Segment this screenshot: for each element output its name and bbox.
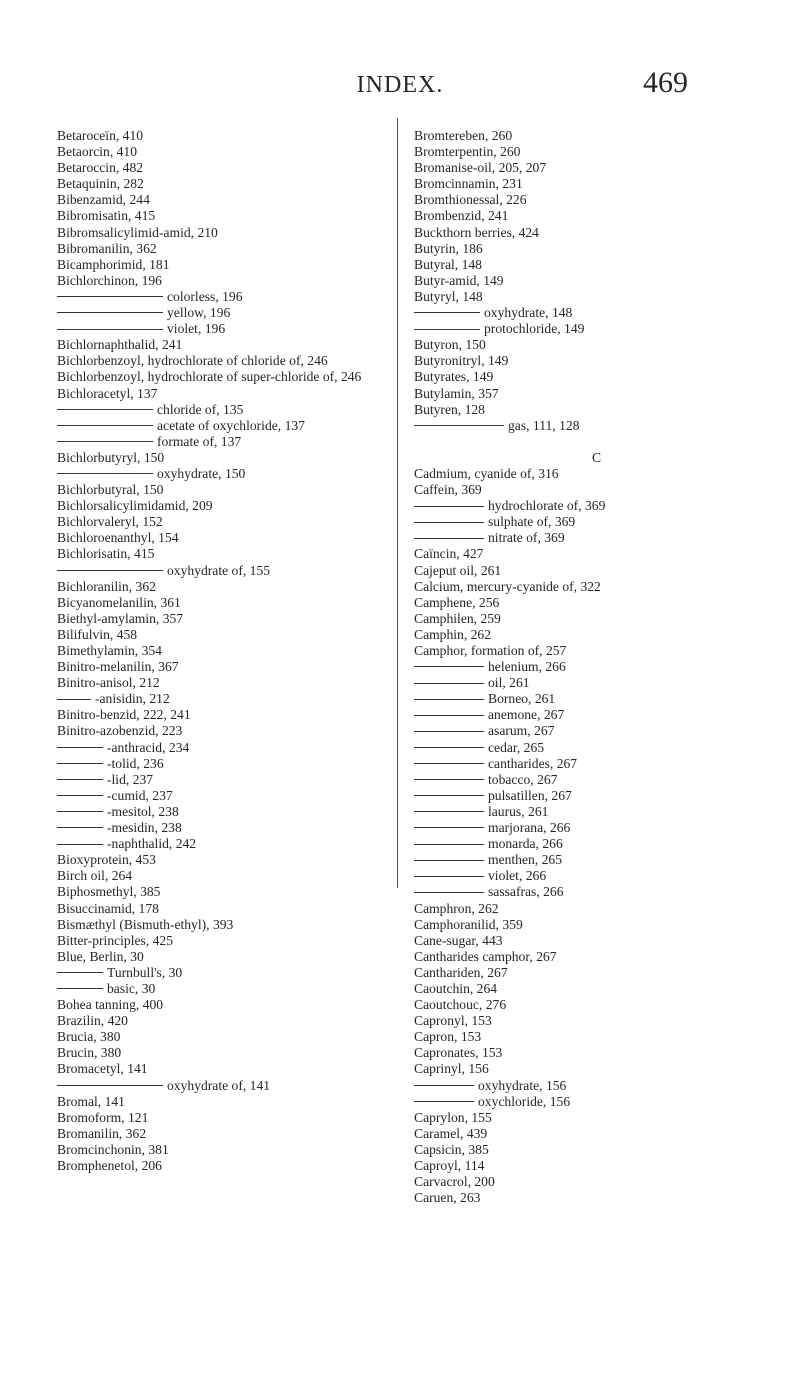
column-divider [397, 118, 398, 888]
ditto-dash [414, 666, 484, 667]
index-entry: Cantharides camphor, 267 [414, 948, 557, 964]
index-entry: Bichlorsalicylimidamid, 209 [57, 498, 213, 514]
ditto-dash [57, 972, 103, 973]
subentry-text: chloride of, 135 [157, 401, 244, 417]
index-subentry [57, 305, 397, 321]
index-entry: Binitro-benzid, 222, 241 [57, 707, 191, 723]
ditto-dash [57, 1085, 163, 1086]
index-entry: Butyr-amid, 149 [414, 272, 504, 288]
index-entry: Bohea tanning, 400 [57, 997, 164, 1013]
index-subentry [57, 772, 397, 788]
index-subentry [414, 852, 779, 868]
subentry-text: marjorana, 266 [488, 820, 571, 836]
index-entry: Capron, 153 [414, 1029, 482, 1045]
subentry-text: acetate of oxychloride, 137 [157, 417, 305, 433]
ditto-dash [414, 876, 484, 877]
ditto-dash [57, 811, 103, 812]
index-column-left [57, 128, 397, 1174]
subentry-text: oxyhydrate, 148 [484, 305, 573, 321]
index-subentry [414, 804, 779, 820]
subentry-text: colorless, 196 [167, 288, 243, 304]
index-entry: Bicamphorimid, 181 [57, 256, 170, 272]
section-letter: C [591, 449, 602, 465]
ditto-dash [57, 409, 153, 410]
index-entry: Bichloranilin, 362 [57, 578, 156, 594]
ditto-dash [414, 795, 484, 796]
index-subentry [57, 434, 397, 450]
ditto-dash [414, 1085, 474, 1086]
subentry-text: asarum, 267 [488, 723, 555, 739]
index-entry: Butyral, 148 [414, 256, 482, 272]
index-subentry [57, 740, 397, 756]
index-subentry [414, 418, 779, 434]
index-entry: Butyron, 150 [414, 337, 486, 353]
index-entry: Bichlorchinon, 196 [57, 272, 162, 288]
subentry-text: -tolid, 236 [107, 755, 164, 771]
index-subentry [57, 289, 397, 305]
index-subentry [414, 820, 779, 836]
index-entry: Birch oil, 264 [57, 868, 133, 884]
subentry-text: sassafras, 266 [488, 884, 564, 900]
index-entry: Bromphenetol, 206 [57, 1158, 162, 1173]
index-entry: Butyren, 128 [414, 401, 485, 417]
index-subentry [414, 788, 779, 804]
index-entry: Camphor, formation of, 257 [414, 643, 567, 658]
index-entry: Caoutchouc, 276 [414, 997, 507, 1013]
index-subentry [57, 804, 397, 820]
index-subentry [57, 402, 397, 418]
ditto-dash [414, 538, 484, 539]
page-number: 469 [643, 66, 688, 99]
index-entry: Caproyl, 114 [414, 1158, 485, 1173]
index-subentry [414, 836, 779, 852]
index-entry: Brucia, 380 [57, 1029, 121, 1045]
index-entry: Capronyl, 153 [414, 1013, 492, 1029]
subentry-text: -anisidin, 212 [95, 691, 170, 707]
subentry-text: tobacco, 267 [488, 771, 558, 787]
subentry-text: monarda, 266 [488, 836, 563, 852]
index-entry: Bromcinnamin, 231 [414, 176, 523, 192]
ditto-dash [414, 425, 504, 426]
index-entry: Butyrates, 149 [414, 369, 494, 385]
index-entry: Brucin, 380 [57, 1045, 122, 1061]
subentry-text: anemone, 267 [488, 707, 565, 723]
index-subentry [57, 1078, 397, 1094]
index-entry: Bichloroenanthyl, 154 [57, 530, 179, 546]
ditto-dash [414, 506, 484, 507]
index-subentry [57, 836, 397, 852]
subentry-text: cantharides, 267 [488, 755, 578, 771]
ditto-dash [414, 699, 484, 700]
ditto-dash [57, 763, 103, 764]
subentry-text: oxyhydrate of, 155 [167, 562, 271, 578]
index-subentry [414, 675, 779, 691]
index-entry: Brazilin, 420 [57, 1013, 128, 1029]
index-entry: Caoutchin, 264 [414, 980, 498, 996]
index-entry: Butyryl, 148 [414, 288, 483, 304]
index-entry: Cajeput oil, 261 [414, 562, 502, 578]
subentry-text: Borneo, 261 [488, 691, 556, 707]
ditto-dash [57, 312, 163, 313]
index-entry: Binitro-azobenzid, 223 [57, 723, 183, 739]
index-entry: Carvacrol, 200 [414, 1174, 495, 1190]
index-entry: Betaroccin, 482 [57, 160, 144, 176]
subentry-text: sulphate of, 369 [488, 514, 576, 530]
subentry-text: yellow, 196 [167, 305, 231, 321]
index-entry: Caffein, 369 [414, 482, 482, 498]
index-entry: Caprylon, 155 [414, 1109, 492, 1125]
ditto-dash [57, 473, 153, 474]
subentry-text: oxyhydrate, 156 [478, 1077, 567, 1093]
subentry-text: Turnbull's, 30 [107, 964, 183, 980]
index-entry: Bichlorbutyral, 150 [57, 482, 164, 498]
subentry-text: violet, 266 [488, 868, 547, 884]
subentry-text: gas, 111, 128 [508, 417, 580, 433]
ditto-dash [414, 312, 480, 313]
subentry-text: pulsatillen, 267 [488, 787, 572, 803]
ditto-dash [414, 715, 484, 716]
ditto-dash [414, 827, 484, 828]
subentry-text: violet, 196 [167, 321, 226, 337]
ditto-dash [57, 795, 103, 796]
subentry-text: menthen, 265 [488, 852, 562, 868]
index-entry: Capsicin, 385 [414, 1141, 489, 1157]
index-entry: Bromal, 141 [57, 1093, 125, 1109]
ditto-dash [57, 747, 103, 748]
index-subentry [414, 772, 779, 788]
subentry-text: oxyhydrate of, 141 [167, 1077, 271, 1093]
ditto-dash [414, 811, 484, 812]
ditto-dash [414, 329, 480, 330]
ditto-dash [414, 860, 484, 861]
ditto-dash [57, 425, 153, 426]
subentry-text: oxyhydrate, 150 [157, 465, 246, 481]
subentry-text: oxychloride, 156 [478, 1093, 571, 1109]
index-subentry [414, 514, 779, 530]
index-entry: Bichlorbenzoyl, hydrochlorate of chloride of, 246 [57, 353, 328, 369]
index-entry: Bichlornaphthalid, 241 [57, 337, 183, 353]
index-subentry [414, 498, 779, 514]
index-entry: Camphin, 262 [414, 626, 492, 642]
index-entry: Bichlorbenzoyl, hydrochlorate of super-chloride of, 246 [57, 369, 362, 385]
ditto-dash [414, 844, 484, 845]
index-subentry [57, 321, 397, 337]
index-entry: Caruen, 263 [414, 1190, 481, 1206]
index-subentry [57, 965, 397, 981]
index-entry: Bromanilin, 362 [57, 1125, 147, 1141]
ditto-dash [57, 296, 163, 297]
subentry-text: -naphthalid, 242 [107, 836, 197, 852]
ditto-dash [414, 522, 484, 523]
index-entry: Betaorcin, 410 [57, 144, 138, 160]
index-entry: Camphron, 262 [414, 900, 499, 916]
index-entry: Bibenzamid, 244 [57, 192, 150, 208]
index-subentry [414, 530, 779, 546]
ditto-dash [57, 844, 103, 845]
ditto-dash [57, 329, 163, 330]
index-entry: Canthariden, 267 [414, 964, 508, 980]
index-entry: Betaroceïn, 410 [57, 128, 144, 143]
index-subentry [414, 321, 779, 337]
index-entry: Caprinyl, 156 [414, 1061, 489, 1077]
subentry-text: -anthracid, 234 [107, 739, 190, 755]
index-entry: Camphene, 256 [414, 594, 500, 610]
ditto-dash [57, 699, 91, 700]
index-entry: Biethyl-amylamin, 357 [57, 610, 184, 626]
ditto-dash [414, 747, 484, 748]
index-entry: Bromtereben, 260 [414, 128, 513, 143]
index-subentry [414, 756, 779, 772]
index-subentry [57, 981, 397, 997]
ditto-dash [414, 892, 484, 893]
subentry-text: -cumid, 237 [107, 787, 173, 803]
index-entry: Bichlorbutyryl, 150 [57, 449, 165, 465]
ditto-dash [57, 570, 163, 571]
index-subentry [57, 691, 397, 707]
blank-line [414, 434, 779, 450]
subentry-text: cedar, 265 [488, 739, 545, 755]
index-subentry [414, 659, 779, 675]
index-subentry [57, 466, 397, 482]
index-entry: Betaquinin, 282 [57, 176, 144, 192]
index-entry: Camphoranilid, 359 [414, 916, 523, 932]
index-entry: Bromanise-oil, 205, 207 [414, 160, 547, 176]
index-subentry [414, 868, 779, 884]
ditto-dash [414, 1101, 474, 1102]
index-entry: Bicyanomelanilin, 361 [57, 594, 181, 610]
index-subentry [414, 1078, 779, 1094]
index-entry: Calcium, mercury-cyanide of, 322 [414, 578, 601, 594]
page-header [0, 66, 800, 106]
index-entry: Bromthionessal, 226 [414, 192, 527, 208]
index-subentry [57, 756, 397, 772]
index-entry: Brombenzid, 241 [414, 208, 509, 224]
index-subentry [57, 563, 397, 579]
index-entry: Bismæthyl (Bismuth-ethyl), 393 [57, 916, 234, 932]
index-entry: Cane-sugar, 443 [414, 932, 503, 948]
subentry-text: helenium, 266 [488, 659, 566, 675]
ditto-dash [57, 441, 153, 442]
index-entry: Bichloracetyl, 137 [57, 385, 158, 401]
index-subentry [414, 1094, 779, 1110]
ditto-dash [57, 827, 103, 828]
index-entry: Camphilen, 259 [414, 610, 501, 626]
index-subentry [57, 820, 397, 836]
ditto-dash [57, 779, 103, 780]
index-entry: Blue, Berlin, 30 [57, 948, 144, 964]
index-subentry [414, 305, 779, 321]
index-entry: Binitro-anisol, 212 [57, 675, 160, 691]
index-entry: Capronates, 153 [414, 1045, 503, 1061]
subentry-text: hydrochlorate of, 369 [488, 498, 606, 514]
index-entry: Bitter-principles, 425 [57, 932, 174, 948]
subentry-text: -lid, 237 [107, 771, 154, 787]
index-entry: Butyronitryl, 149 [414, 353, 509, 369]
index-entry: Buckthorn berries, 424 [414, 224, 539, 240]
index-entry: Butylamin, 357 [414, 385, 499, 401]
index-entry: Bibromsalicylimid-amid, 210 [57, 224, 218, 240]
index-entry: Bromcinchonin, 381 [57, 1141, 169, 1157]
ditto-dash [414, 683, 484, 684]
index-entry: Bromacetyl, 141 [57, 1061, 148, 1077]
index-column-right [414, 128, 779, 1206]
subentry-text: protochloride, 149 [484, 321, 585, 337]
index-entry: Caramel, 439 [414, 1125, 488, 1141]
index-entry: Bichlorvaleryl, 152 [57, 514, 163, 530]
index-entry: Biphosmethyl, 385 [57, 884, 161, 900]
subentry-text: laurus, 261 [488, 803, 549, 819]
index-subentry [414, 707, 779, 723]
subentry-text: nitrate of, 369 [488, 530, 565, 546]
index-subentry [414, 740, 779, 756]
index-entry: Bilifulvin, 458 [57, 626, 138, 642]
subentry-text: basic, 30 [107, 980, 156, 996]
ditto-dash [57, 988, 103, 989]
subentry-text: -mesidin, 238 [107, 820, 182, 836]
subentry-text: oil, 261 [488, 675, 530, 691]
index-entry: Bichlorisatin, 415 [57, 546, 155, 562]
index-subentry [57, 418, 397, 434]
index-subentry [414, 723, 779, 739]
index-entry: Bimethylamin, 354 [57, 643, 162, 658]
ditto-dash [414, 731, 484, 732]
index-entry: Bioxyprotein, 453 [57, 852, 156, 868]
index-entry: Bibromanilin, 362 [57, 240, 157, 256]
subentry-text: formate of, 137 [157, 433, 242, 449]
index-entry: Cadmium, cyanide of, 316 [414, 465, 559, 481]
index-entry: Bromoform, 121 [57, 1109, 149, 1125]
ditto-dash [414, 779, 484, 780]
index-subentry [414, 691, 779, 707]
index-entry: Binitro-melanilin, 367 [57, 659, 179, 675]
page-title: INDEX. [356, 72, 444, 98]
index-entry: Bisuccinamid, 178 [57, 900, 159, 916]
index-entry: Butyrin, 186 [414, 240, 483, 256]
index-entry: Bromterpentin, 260 [414, 144, 521, 160]
index-entry: Bibromisatin, 415 [57, 208, 156, 224]
subentry-text: -mesitol, 238 [107, 803, 179, 819]
index-subentry [414, 884, 779, 900]
ditto-dash [414, 763, 484, 764]
index-entry: Caïncin, 427 [414, 546, 484, 562]
index-subentry [57, 788, 397, 804]
